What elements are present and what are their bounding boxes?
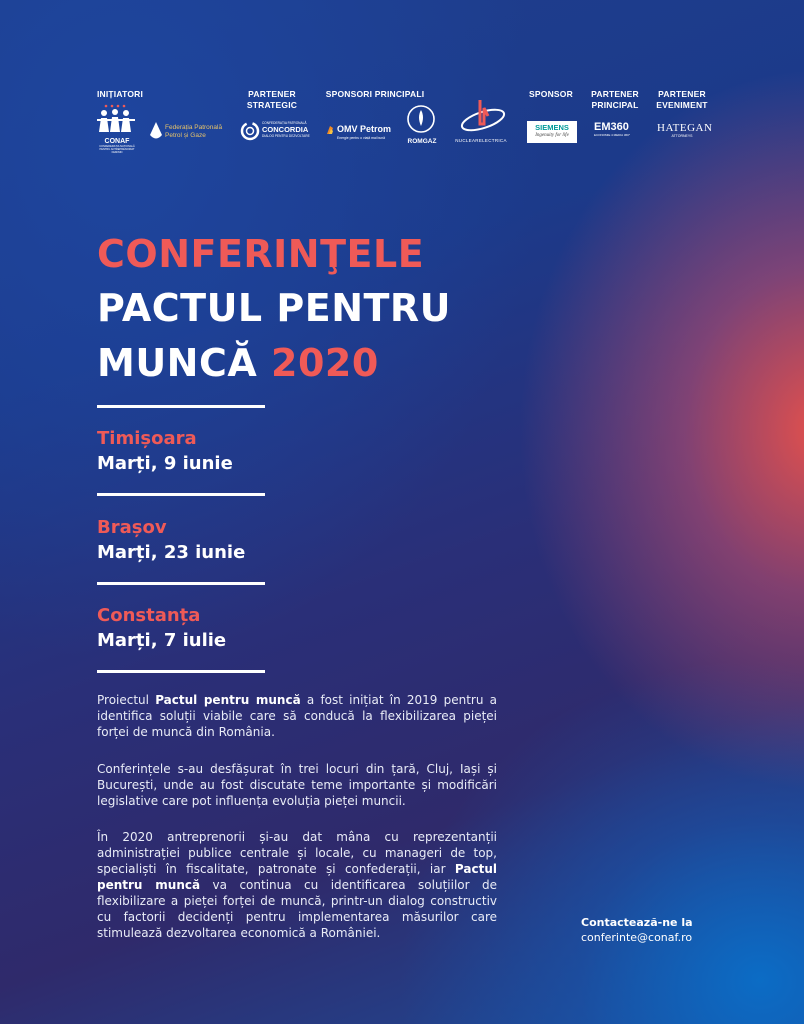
main-partner-label: PARTENER PRINCIPAL [591,89,639,110]
event-city: Timișoara [97,428,197,449]
concordia-name: CONCORDIA [262,125,309,134]
title-line-2: PACTUL PENTRU [97,286,452,330]
sponsor-label: SPONSOR [529,89,573,99]
em360-subtitle: ECONOMIE 4 MEDIA 360° [594,133,631,137]
conaf-subtitle: CONFEDERAȚIA NAȚIONALĂ PENTRU ANTREPRENORIAT FEMININ [99,145,135,154]
strategic-partner-label: PARTENER STRATEGIC [246,89,298,110]
paragraph-text: În 2020 antreprenorii și-au dat mâna cu reprezentanții administrației publice centrale și locale, cu manageri de top, specialiști în fiscalitate, patronate și confederații, iar [97,830,497,876]
nuclearelectrica-logo [446,96,516,144]
omv-petrom-logo [325,124,397,144]
event-partner-label: PARTENER EVENIMENT [656,89,708,110]
event-city: Brașov [97,517,167,538]
event-date: Marți, 23 iunie [97,542,246,563]
title-word: MUNCĂ [97,341,258,385]
main-sponsors-label: SPONSORI PRINCIPALI [325,89,425,99]
contact-email[interactable]: conferinte@conaf.ro [581,931,693,944]
title-line-3 [97,342,379,384]
contact-label: Contactează-ne la [581,916,693,929]
event-date: Marți, 9 iunie [97,453,233,474]
paragraph-emphasis: Pactul pentru muncă [97,862,497,892]
em360-logo [594,121,638,143]
concordia-ring-icon [240,121,260,141]
romgaz-flame-icon [406,104,436,134]
title-year: 2020 [271,341,379,385]
siemens-logo [527,121,577,143]
paragraph-2020 [97,829,497,941]
em360-name: EM360 [594,121,629,133]
conaf-figures-icon [95,104,139,134]
concordia-subtitle: DIALOG PENTRU DEZVOLTARE [262,134,310,138]
hategan-logo [657,122,713,142]
romgaz-name: ROMGAZ [407,138,437,145]
siemens-name: SIEMENS [535,123,569,132]
omv-name: OMV Petrom [337,124,392,134]
paragraph-text: Proiectul [97,693,156,707]
paragraph-emphasis: Pactul pentru muncă [155,693,301,707]
hategan-name: HATEGAN [657,122,713,134]
nuclearelectrica-name: NUCLEARELECTRICA [455,138,507,143]
hategan-subtitle: ATTORNEYS [671,134,693,138]
concordia-top: CONFEDERAȚIA PATRONALĂ [262,121,307,125]
divider [97,405,265,408]
fppg-logo [149,122,231,144]
contact-block [581,915,693,945]
event-date: Marți, 7 iulie [97,630,227,651]
paragraph-conferences: Conferințele s-au desfășurat în trei locuri din țară, Cluj, Iași și București, unde au fost discutate teme importante și modificări legislative care pot influența evoluția pieței muncii. [97,762,497,808]
initiators-label: INIȚIATORI [96,89,144,99]
title-line-1: CONFERINŢELE [97,232,425,276]
conaf-logo [95,104,139,154]
conaf-name: CONAF [104,138,130,145]
paragraph-text: va continua cu identificarea soluțiilor de flexibilizare a pieței forței de muncă, printr-un dialog constructiv cu factorii decidenți pentru implementarea măsurilor care stimulează dezvoltarea economică a României. [97,878,498,940]
divider [97,582,265,585]
concordia-logo [240,120,312,144]
fppg-name: Federația Patronală Petrol și Gaze [165,124,223,139]
fppg-drop-icon [149,122,163,140]
divider [97,670,265,673]
paragraph-intro [97,692,497,740]
siemens-subtitle: Ingenuity for life [535,133,569,138]
event-city: Constanța [97,605,201,626]
omv-flame-icon [325,125,335,135]
divider [97,493,265,496]
omv-subtitle: Energie pentru o viață mai bună [337,136,386,140]
nuclearelectrica-atom-icon [458,96,508,134]
paragraph-text: a fost inițiat în 2019 pentru a identifica soluții viabile care să conducă la flexibilizarea pieței forței de muncă din România. [97,693,498,739]
romgaz-logo [406,104,438,144]
